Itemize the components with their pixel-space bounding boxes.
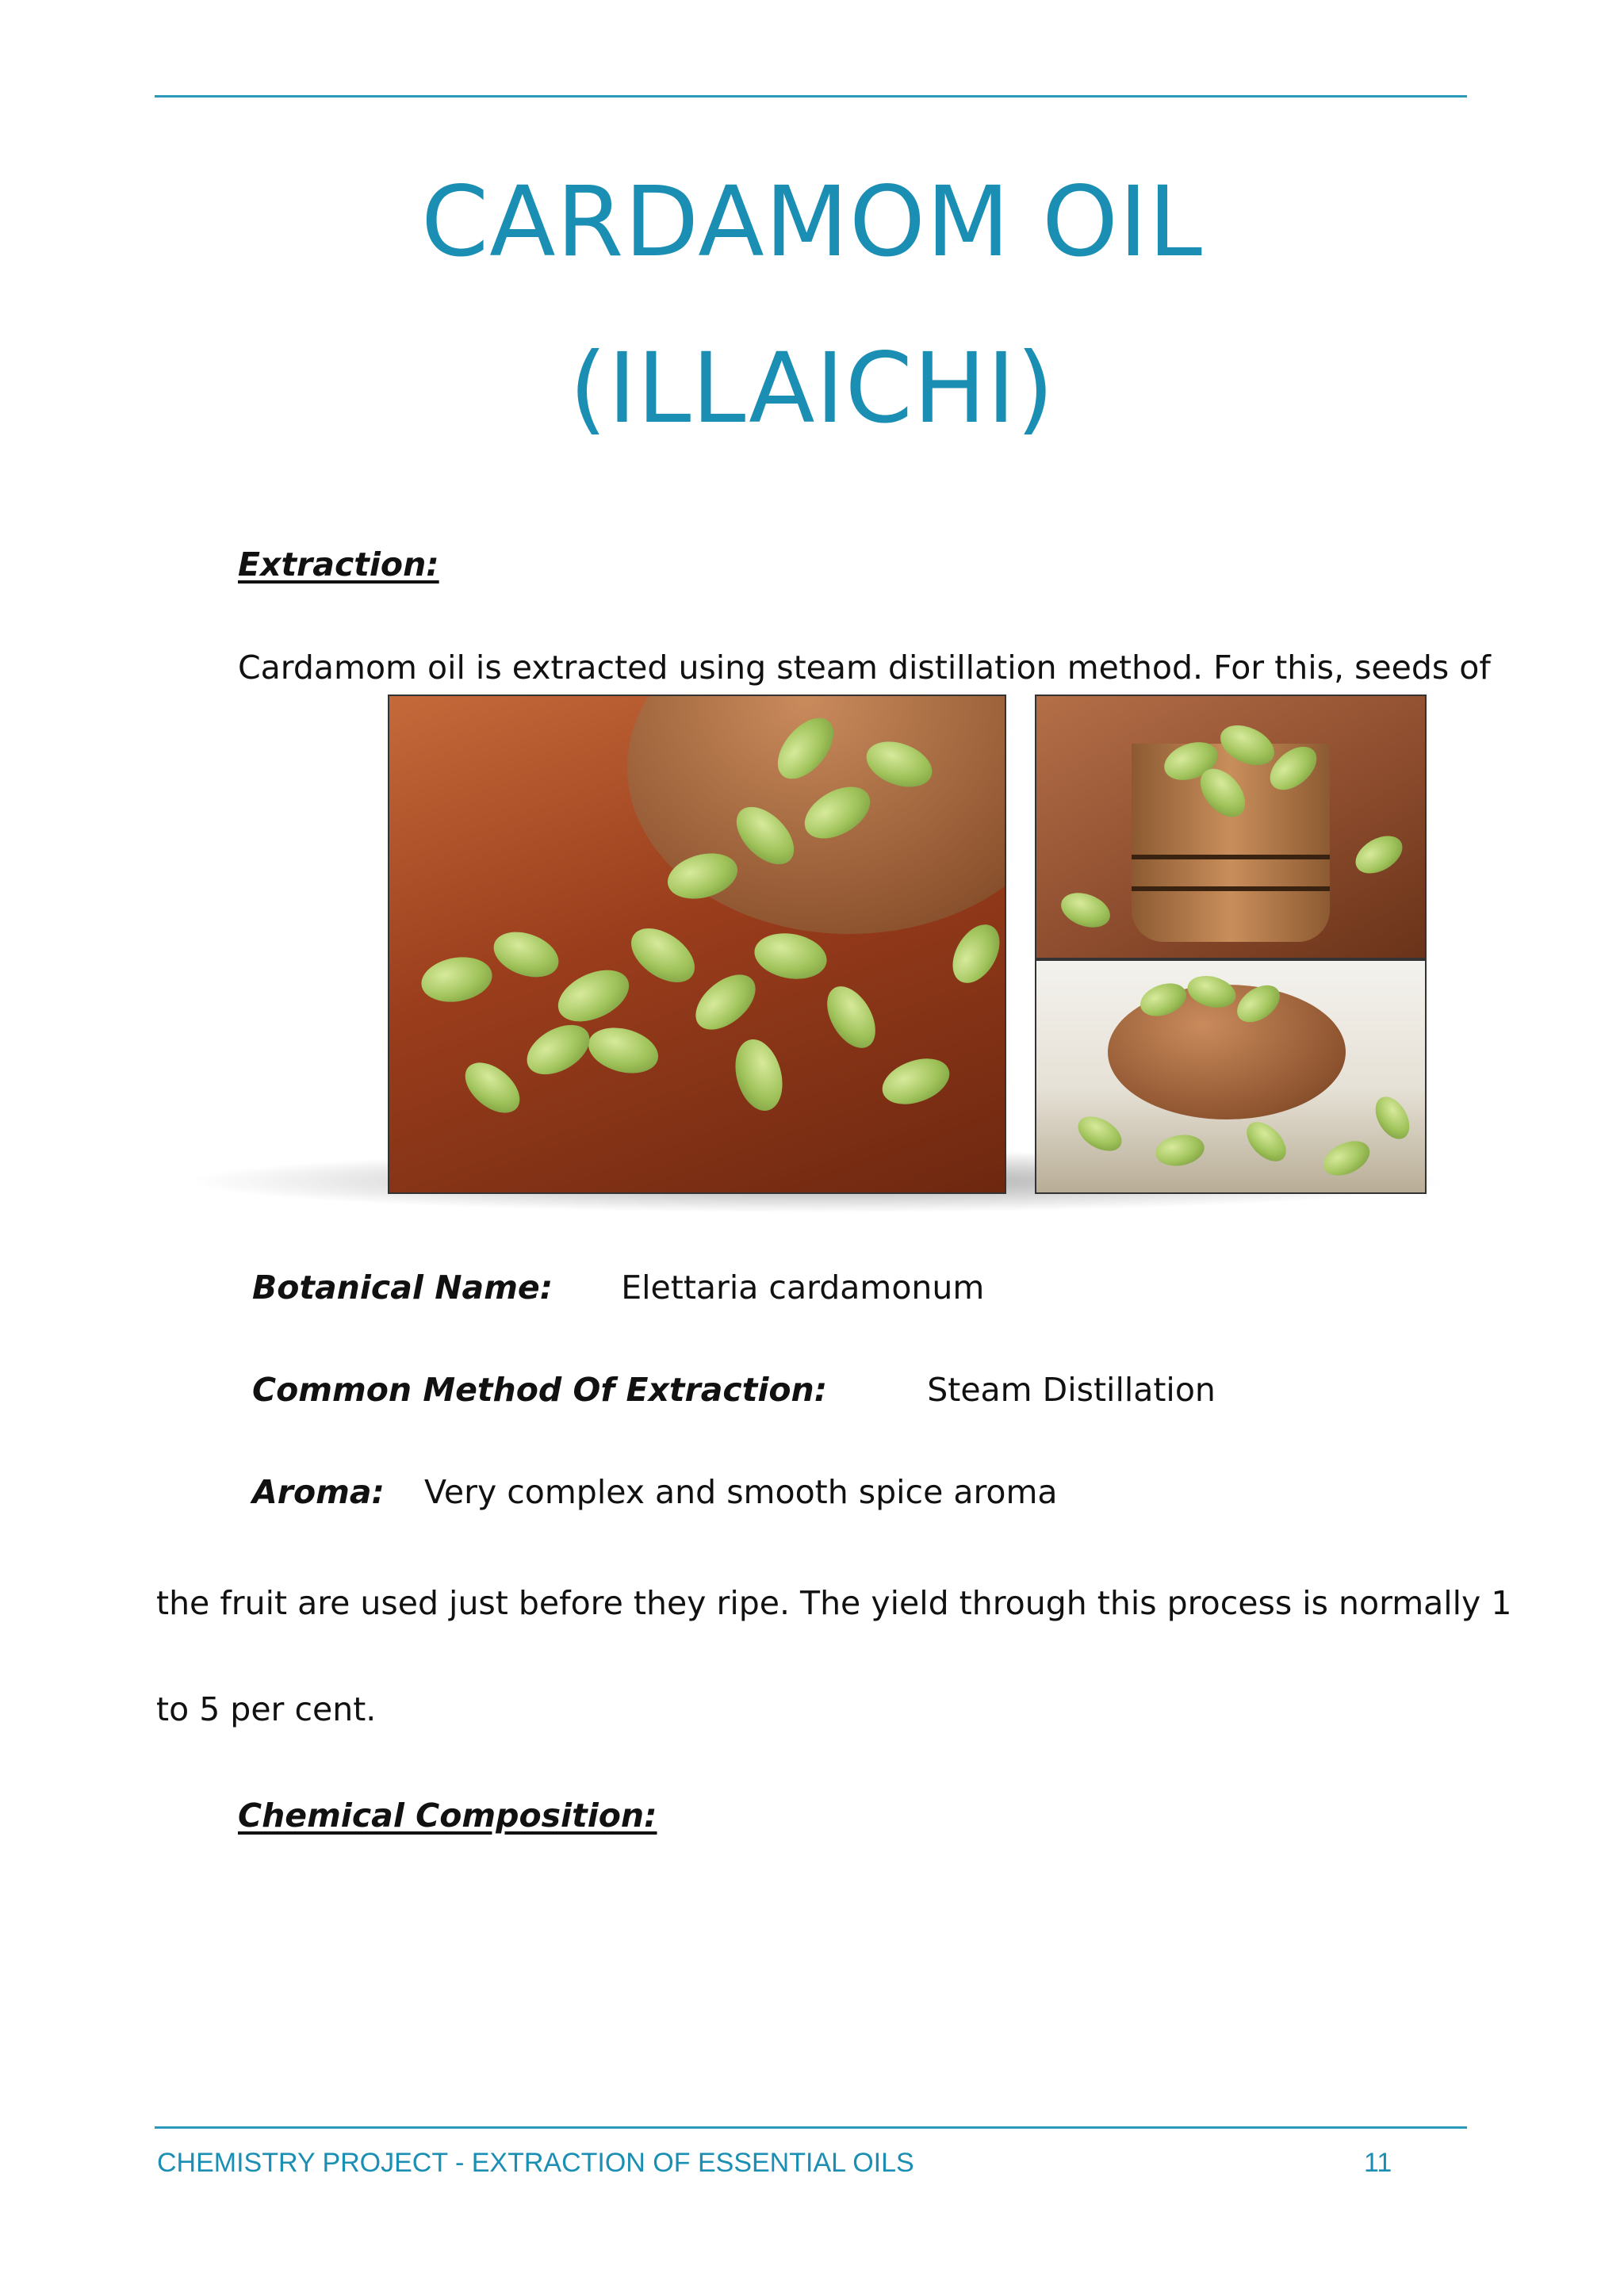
extraction-method-row [252,1369,1216,1410]
extraction-method-value: Steam Distillation [927,1371,1216,1409]
cardamom-scoop-photo [1035,959,1427,1194]
extraction-heading: Extraction: [238,545,439,584]
aroma-value: Very complex and smooth spice aroma [424,1473,1058,1511]
footer-title: CHEMISTRY PROJECT - EXTRACTION OF ESSENTIAL OILS [157,2148,914,2178]
cardamom-spoon-photo [388,695,1006,1194]
botanical-name-row [252,1267,984,1308]
page-number: 11 [1364,2148,1392,2178]
page-title: CARDAMOM OIL [421,166,1203,278]
aroma-label: Aroma: [252,1473,385,1511]
extraction-continued-1: the fruit are used just before they ripe. The yield through this process is normally 1 [156,1584,1512,1622]
header-rule [155,95,1467,98]
botanical-name-label: Botanical Name: [252,1269,553,1307]
extraction-method-label: Common Method Of Extraction: [252,1371,828,1409]
chemical-composition-heading: Chemical Composition: [238,1797,657,1835]
aroma-row [252,1471,1058,1513]
extraction-continued-2: to 5 per cent. [156,1690,377,1728]
footer-rule [155,2126,1467,2129]
extraction-intro: Cardamom oil is extracted using steam distillation method. For this, seeds of [238,649,1491,687]
cardamom-bowl-photo [1035,695,1427,959]
botanical-name-value: Elettaria cardamonum [621,1269,985,1307]
page-subtitle: (ILLAICHI) [569,332,1055,445]
